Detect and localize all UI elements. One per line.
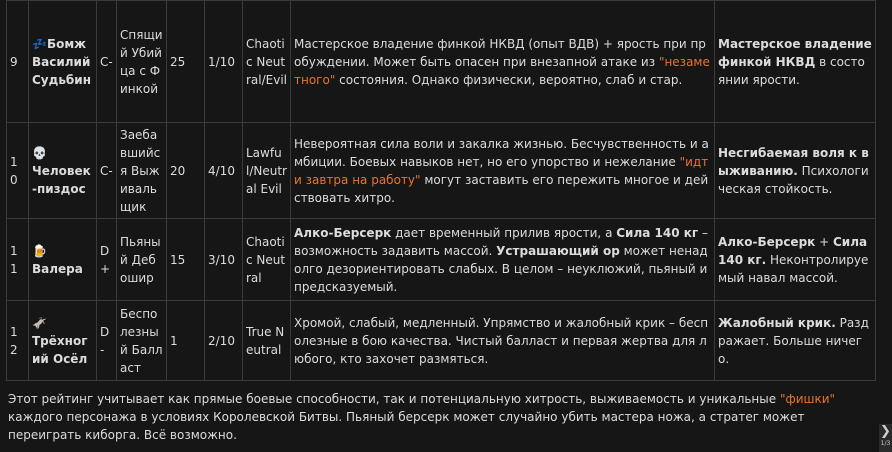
table-row bbox=[7, 1, 876, 123]
ability-cell bbox=[715, 301, 876, 381]
tactic-bold: Алко-Берсерк bbox=[294, 225, 392, 240]
alignment-cell: Lawful/Neutral Evil bbox=[243, 123, 291, 219]
ability-text: Психологическая стойкость. bbox=[718, 163, 869, 196]
summary-highlight: "фишки" bbox=[779, 392, 836, 406]
tactic-text: может ненадолго дезориентировать слабых. В целом – неуклюжий, пьяный и предсказуемый. bbox=[294, 243, 708, 294]
character-name: Валера bbox=[32, 261, 83, 276]
summary-text: Этот рейтинг учитывает как прямые боевые способности, так и потенциальную хитрость, выживаемость и уникальные bbox=[8, 392, 780, 406]
character-name: Человек-пиздос bbox=[32, 163, 91, 196]
summary-text: каждого персонажа в условиях Королевской Битвы. Пьяный берсерк может случайно убить мастера ножа, а стратег может переиграть киборга. Всё возможно. bbox=[8, 410, 805, 442]
row-number: 10 bbox=[7, 123, 29, 219]
alignment-cell: True Neutral bbox=[243, 301, 291, 381]
ability-cell bbox=[715, 1, 876, 123]
tactic-text: дает временный прилив ярости, а bbox=[391, 225, 617, 240]
ability-bold: Сила 140 кг. bbox=[718, 234, 868, 267]
tactic-highlight: "незаметного" bbox=[294, 54, 710, 87]
ability-bold: Жалобный крик. bbox=[718, 315, 836, 330]
table-row bbox=[7, 219, 876, 301]
tactic-cell bbox=[291, 301, 715, 381]
ability-text: + bbox=[815, 234, 833, 249]
ability-bold: Несгибаемая воля к выживанию. bbox=[718, 145, 869, 178]
power-cell: 15 bbox=[167, 219, 205, 301]
row-number: 11 bbox=[7, 219, 29, 301]
row-number: 12 bbox=[7, 301, 29, 381]
tactic-cell bbox=[291, 219, 715, 301]
ability-bold: Алко-Берсерк bbox=[718, 234, 816, 249]
alignment-cell: Chaotic Neutral/Evil bbox=[243, 1, 291, 123]
tier-cell: C- bbox=[97, 1, 117, 123]
chevron-right-icon: ❯ bbox=[880, 424, 891, 439]
character-name-cell bbox=[29, 1, 97, 123]
row-number: 9 bbox=[7, 1, 29, 123]
tactic-bold: Сила 140 кг bbox=[616, 225, 699, 240]
tactic-text: состояния. Однако физически, вероятно, слаб и стар. bbox=[335, 72, 683, 87]
character-name-cell bbox=[29, 123, 97, 219]
table-row bbox=[7, 123, 876, 219]
alignment-cell: Chaotic Neutral bbox=[243, 219, 291, 301]
tactic-text: могут заставить его пережить многое и действовать хитро. bbox=[294, 172, 709, 205]
power-cell: 25 bbox=[167, 1, 205, 123]
beer-icon: 🍺 bbox=[32, 243, 47, 258]
character-name-cell bbox=[29, 219, 97, 301]
rating-cell: 2/10 bbox=[205, 301, 243, 381]
tactic-text: – возможность задавить массой. bbox=[294, 225, 708, 258]
character-name: Трёхногий Осёл bbox=[32, 333, 88, 366]
tactic-bold: Устрашающий ор bbox=[496, 243, 620, 258]
character-name-cell bbox=[29, 301, 97, 381]
page-indicator: 1/3 bbox=[880, 440, 891, 447]
ability-text: Раздражает. Больше ничего. bbox=[718, 315, 869, 366]
character-name: Бомж Василий Судьбин bbox=[32, 36, 91, 87]
ability-bold: Мастерское владение финкой НКВД bbox=[718, 36, 872, 69]
ranking-table bbox=[6, 0, 876, 381]
ability-text: в состоянии ярости. bbox=[718, 54, 865, 87]
tactic-text: Невероятная сила воли и закалка жизнью. Бесчувственность и амбиции. Боевых навыков нет, но его упорство и нежелание bbox=[294, 136, 709, 169]
power-cell: 1 bbox=[167, 301, 205, 381]
tier-cell: D- bbox=[97, 301, 117, 381]
tactic-cell bbox=[291, 123, 715, 219]
ability-text: Неконтролируемый навал массой. bbox=[718, 252, 869, 285]
ability-cell bbox=[715, 123, 876, 219]
table-row bbox=[7, 301, 876, 381]
role-cell: Заебавшийся Выживальщик bbox=[117, 123, 167, 219]
ability-cell bbox=[715, 219, 876, 301]
tactic-text: Хромой, слабый, медленный. Упрямство и жалобный крик – бесполезные в бою качества. Чистый балласт и первая жертва для любого, кто захочет размяться. bbox=[294, 315, 709, 366]
summary-paragraph bbox=[8, 390, 868, 444]
rating-cell: 4/10 bbox=[205, 123, 243, 219]
tier-cell: D+ bbox=[97, 219, 117, 301]
next-page-button[interactable] bbox=[879, 424, 892, 452]
role-cell: Спящий Убийца с Финкой bbox=[117, 1, 167, 123]
role-cell: Бесполезный Балласт bbox=[117, 301, 167, 381]
skull-icon: 💀 bbox=[32, 145, 47, 160]
tactic-cell bbox=[291, 1, 715, 123]
tactic-text: Мастерское владение финкой НКВД (опыт ВДВ) + ярость при пробуждении. Может быть опасен при внезапной атаке из bbox=[294, 36, 706, 69]
power-cell: 20 bbox=[167, 123, 205, 219]
rating-cell: 3/10 bbox=[205, 219, 243, 301]
tactic-highlight: "идти завтра на работу" bbox=[294, 154, 709, 187]
tier-cell: C- bbox=[97, 123, 117, 219]
rating-cell: 1/10 bbox=[205, 1, 243, 123]
sleep-icon: 💤 bbox=[32, 36, 47, 51]
donkey-icon: 🫏 bbox=[32, 315, 47, 330]
role-cell: Пьяный Дебошир bbox=[117, 219, 167, 301]
